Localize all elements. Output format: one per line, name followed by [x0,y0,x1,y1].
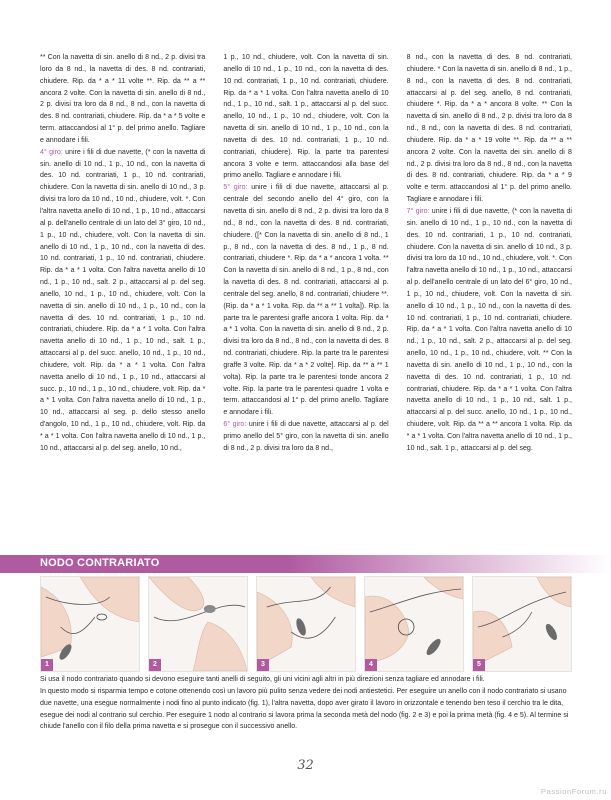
figure-number: 5 [473,659,485,671]
figure-5 [472,576,572,672]
paragraph-text: ** Con la navetta di sin. anello di 8 nd., 2 p. divisi tra loro da 8 nd., la navetta di des. 8 nd. contrariati, chiudere. Rip. da * a * 11 volte **. Rip. da ** a ** ancora 2 volte. Con la navetta di sin. anello di 8 nd., 2 p. divisi tra loro da 8 nd., 8 nd., con la navetta di des. 8 nd. contrariati, chiudere. Rip. da * a * 5 volte e term. attaccandosi al 1° p. del primo anello. Tagliare e annodare i fili. [40,54,206,144]
watermark: PassionForum.ru [540,787,607,796]
round-heading: 4° giro: [40,148,63,156]
figure-4 [364,576,464,672]
hands-shuttle-illustration [41,577,139,671]
hands-shuttle-illustration [473,577,571,671]
section-title: NODO CONTRARIATO [40,557,160,569]
round-heading: 6° giro: [223,421,247,429]
figure-strip [40,576,572,670]
figure-3 [256,576,356,672]
hands-shuttle-illustration [257,577,355,671]
paragraph-text: unire i fili di due navette, (* con la navetta di sin. anello di 10 nd., 1 p., 10 nd., con la navetta di des. 10 nd. contrariati, 1 p., 10 nd. contrariati, chiudere. Con la navetta di sin. anello di 10 nd., 3 p. divisi tra loro da 10 nd., 10 nd., chiudere, volt. *. Con l'altra navetta anello di 10 nd., 1 p., 10 nd., attaccarsi al p. dell'anello centrale di un lato del 6° giro, 10 nd., 1 p., 10 nd., chiudere, volt. Con la navetta di sin. anello di 10 nd., 1 p., 10 nd., con la navetta di des. 10 nd. contrariati, 1 p., 10 nd. contrariati, chiudere. Rip. da * a * 1 volta. Con l'altra navetta anello di 10 nd., 1 p., 10 nd., salt. 2 p., attaccarsi al p. del seg. anello, 10 nd., 1 p., 10 nd., chiudere, volt. ** Con la navetta di sin. anello di 10 nd., 1 p., 10 nd., con la navetta di des. 10 nd. contrariati, 1 p., 10 nd. contrariati, chiudere. Rip. da * a * 1 volta. Con l'altra navetta anello di 10 nd., 1 p., 10 nd., salt. 1 p., attaccarsi al p. del succ. anello, 10 nd., 1 p., 10 nd., chiudere, volt. Rip. da ** a ** ancora 1 volta. Rip. da * a * 1 volta. Con l'altra navetta anello di 10 nd., 1 p., 10 nd., salt. 1 p., attaccarsi al p. del seg. [406,207,572,452]
figure-number: 1 [41,659,53,671]
round-heading: 5° giro: [223,184,248,192]
text-column-2 [223,52,388,455]
text-column-1 [40,52,205,455]
figure-number: 3 [257,659,269,671]
figure-number: 4 [365,659,377,671]
section-banner [0,555,611,573]
figure-1 [40,576,140,672]
paragraph-text: 1 p., 10 nd., chiudere, volt. Con la navetta di sin. anello di 10 nd., 1 p., 10 nd., con la navetta di des. 10 nd. contrariati, 1 p., 10 nd. contrariati, chiudere. Rip. da * a * 1 volta. Con l'altra navetta anello di 10 nd., 1 p., 10 nd., salt. 1 p., attaccarsi al p. del succ. anello, 10 nd., 1 p., 10 nd., chiudere, volt. Con la navetta di sin. anello di 10 nd., 1 p., 10 nd., con la navetta di des. 10 nd. contrariati, 1 p., 10 nd. contrariati, chiudere). Rip. la parte tra parentesi ancora 3 volte e term. attaccandosi alla base del primo anello. Tagliare e annodare i fili. [223,54,389,180]
caption-line: Si usa il nodo contrariato quando si devono eseguire tanti anelli di seguito, gli uni vicini agli altri in più direzioni senza tagliare ed annodare i fili. [40,676,485,683]
caption [40,674,572,733]
figure-2 [148,576,248,672]
text-column-3 [407,52,572,455]
round-heading: 7° giro: [406,207,430,215]
instructions-columns [40,52,572,455]
hands-shuttle-illustration [149,577,247,671]
paragraph-text: unire i fili di due navette, attaccarsi al p. del primo anello del 5° giro, con la navetta di sin. anello di 8 nd., 2 p. divisi tra loro da 8 nd., [223,421,389,452]
caption-paragraph: In questo modo si risparmia tempo e cotone ottenendo così un lavoro più pulito senza vedere dei nodi antiestetici. Per eseguire un anello con il nodo contrariato si usano due navette, una esegue normalmente i nodi fino al punto indicato (fig. 1), l'altra navetta, dopo aver girato il lavoro in orizzontale e tenendo ben teso il cerchio tra le dita, esegue dei nodi al contrario sul cerchio. Per eseguire 1 nodo al contrario si lavora prima la seconda metà del nodo (fig. 2 e 3) e poi la prima metà (fig. 4 e 5). Al termine si chiude l'anello con il filo della prima navetta e si prosegue con il successivo anello. [40,687,569,731]
paragraph-text: 8 nd., con la navetta di des. 8 nd. contrariati, chiudere. * Con la navetta di sin. anello di 8 nd., 1 p., 8 nd., con la navetta di des. 8 nd. contrariati, attaccarsi al p. del seg. anello, 8 nd. contrariati, chiudere *. Rip. da * a * ancora 8 volte. ** Con la navetta di sin. anello di 8 nd., 2 p. divisi tra loro da 8 nd., 8 nd., con la navetta di des. 8 nd. contrariati, chiudere. Rip. da * a * 19 volte **. Rip. da ** a ** ancora 2 volte. Con la navetta dei sin. anello di 8 nd., 2 p. divisi tra loro da 8 nd., 8 nd., con la navetta di des. 8 nd. contrariati, chiudere. Rip. da * a * 9 volte e term. attaccandosi al 1° p. del primo anello. Tagliare e annodare i fili. [406,54,572,204]
hands-shuttle-illustration [365,577,463,671]
figure-number: 2 [149,659,161,671]
paragraph-text: unire i fili di due navette, attaccarsi al p. centrale del secondo anello del 4° giro, con la navetta di sin. anello di 8 nd., 2 p. divisi tra loro da 8 nd., 8 nd., con la navetta di des. 8 nd. contrariati, chiudere. ([* Con la navetta di sin. anello di 8 nd., 1 p., 8 nd., con la navetta di des. 8 nd., 1 p., 8 nd. contrariati, chiudere *. Rip. da * a * ancora 1 volta. ** Con la navetta di sin. anello di 8 nd., 1 p., 8 nd., con la navetta di des. 8 nd. contrariati, attaccarsi al p. centrale del seg. anello, 8 nd. contrariati, chiudere **. (Rip. da * a * 1 volta. Rip. da ** a ** 1 volta]). Rip. la parte tra le parentesi graffe ancora 1 volta. Rip. da * a * 1 volta. Con la navetta di sin. anello di 8 nd., 2 p. divisi tra loro da 8 nd., 8 nd., con la navetta di des. 8 nd. contrariati, chiudere. Rip. la parte tra le parentesi graffe 3 volte. Rip. da * a * 2 volte]. Rip. da ** a ** 1 volta). Rip. la parte tra le parentesi tonde ancora 2 volte. Rip. la parte tra le parentesi quadre 1 volta e term. attaccandosi al 1° p. del primo anello. Tagliare e annodare i fili. [223,184,389,417]
page-number: 32 [297,758,314,773]
paragraph-text: unire i fili di due navette, (* con la navetta di sin. anello di 10 nd., 1 p., 10 nd., con la navetta di des. 10 nd. contrariati, 1 p., 10 nd. contrariati, chiudere. Con la navetta di sin. anello di 10 nd., 3 p. divisi tra loro da 10 nd., 10 nd., chiudere, volt. *. Con l'altra navetta anello di 10 nd., 1 p., 10 nd., attaccarsi al p. dell'anello centrale di un lato del 3° giro, 10 nd., 1 p., 10 nd., chiudere, volt. Con la navetta di sin. anello di 10 nd., 1 p., 10 nd., con la navetta di des. 10 nd. contrariati, 1 p., 10 nd. contrariati, chiudere. Rip. da * a * 1 volta. Con l'altra navetta anello di 10 nd., 1 p., 10 nd., salt. 2 p., attaccarsi al p. del seg. anello, 10 nd., 1 p., 10 nd., chiudere, volt. Con la navetta di sin. anello di 10 nd., 1 p., 10 nd., con la navetta di des. 10 nd. contrariati, 1 p., 10 nd. contrariati, chiudere. Rip. da * a * 1 volta. Con l'altra navetta anello di 10 nd., 1 p., 10 nd., salt. 1 p., attaccarsi al p. del succ. anello, 10 nd., 1 p., 10 nd., chiudere, volt. Rip. da * a * 1 volta. Con l'altra navetta anello di 10 nd., 1 p., 10 nd., attaccarsi al succ. p., 10 nd., 1 p., 10 nd., chiudere, volt. Rip. da * a * 1 volta. Con l'altra navetta anello di 10 nd., 1 p., 10 nd., attaccarsi al seg. p. dello stesso anello d'angolo, 10 nd., 1 p., 10 nd., chiudere, volt. Rip. da * a * 1 volta. Con l'altra navetta anello di 10 nd., 1 p., 10 nd., attaccarsi al p. del seg. anello, 10 nd., [40,148,206,452]
